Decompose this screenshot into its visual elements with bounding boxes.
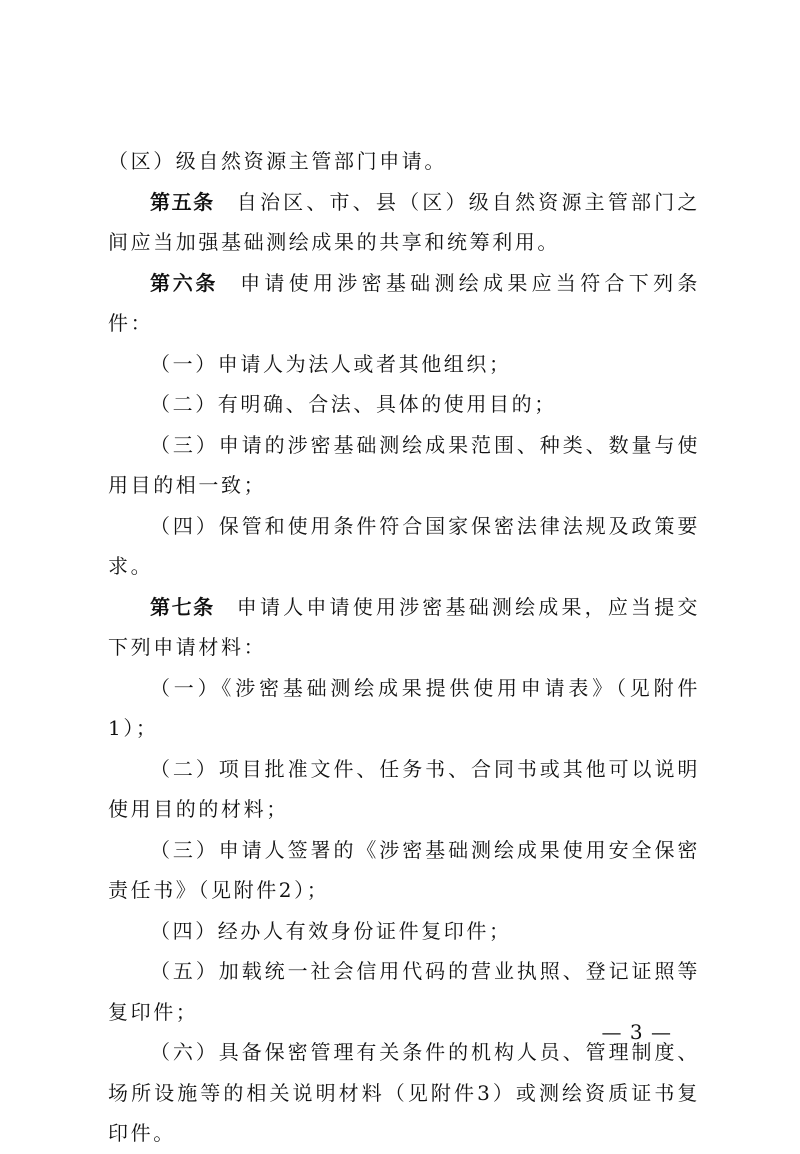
paragraph-text: （一）《涉密基础测绘成果提供使用申请表》（见附件1）； [108,675,700,740]
page-number: — 3 — [601,1020,672,1044]
paragraph-text: 申请使用涉密基础测绘成果应当符合下列条件： [108,270,701,335]
list-item [108,425,700,506]
list-item [108,830,700,911]
paragraph-text: （三）申请的涉密基础测绘成果范围、种类、数量与使用目的相一致； [108,432,700,497]
article-label: 第五条 [150,189,215,214]
paragraph-text: （区）级自然资源主管部门申请。 [108,149,447,173]
list-item [108,749,700,830]
paragraph-text: 申请人申请使用涉密基础测绘成果，应当提交下列申请材料： [108,594,701,659]
paragraph-text: （六）具备保密管理有关条件的机构人员、管理制度、场所设施等的相关说明材料（见附件3）或测绘资质证书复印件。 [108,1040,700,1145]
paragraph-text: （二）项目批准文件、任务书、合同书或其他可以说明使用目的的材料； [108,756,700,821]
list-item [108,1032,700,1154]
paragraph-text: （一）申请人为法人或者其他组织； [150,351,512,376]
document-body [108,141,700,1154]
paragraph-text: （四）保管和使用条件符合国家保密法律法规及政策要求。 [108,513,700,578]
paragraph-continuation [108,141,700,182]
article-five [108,182,700,263]
article-seven [108,587,700,668]
article-six [108,263,700,344]
list-item [108,384,700,425]
article-label: 第七条 [150,594,215,619]
paragraph-text: 自治区、市、县（区）级自然资源主管部门之间应当加强基础测绘成果的共享和统筹利用。 [108,189,701,254]
list-item [108,668,700,749]
paragraph-text: （二）有明确、合法、具体的使用目的； [150,392,557,416]
list-item [108,911,700,952]
paragraph-text: （三）申请人签署的《涉密基础测绘成果使用安全保密责任书》（见附件2）； [108,837,700,902]
paragraph-text: （五）加载统一社会信用代码的营业执照、登记证照等复印件； [108,959,700,1024]
paragraph-text: （四）经办人有效身份证件复印件； [150,918,512,943]
article-label: 第六条 [150,270,219,295]
list-item [108,506,700,587]
list-item [108,344,700,385]
